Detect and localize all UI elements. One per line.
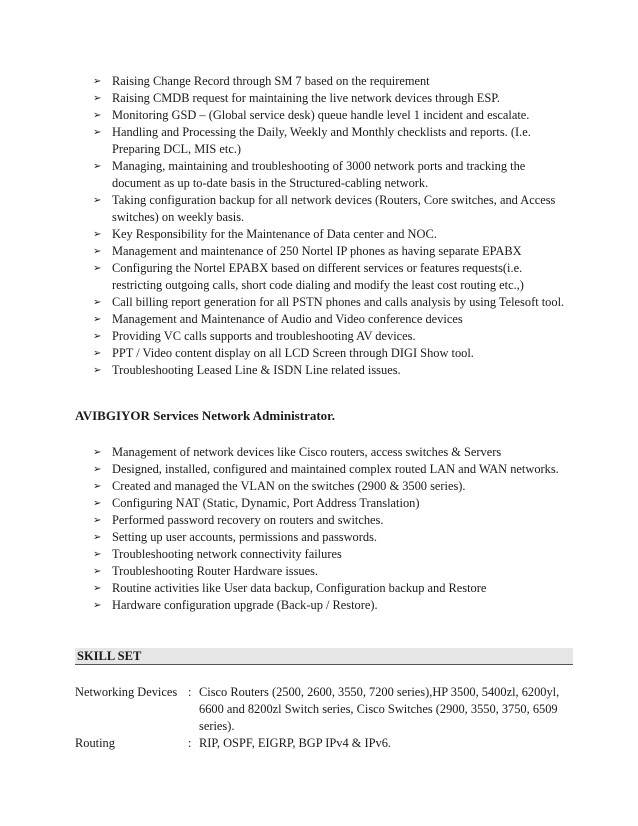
arrow-bullet-icon: ➢ (93, 297, 102, 308)
list-item: ➢ Troubleshooting Leased Line & ISDN Line related issues. (93, 363, 401, 377)
list-item: ➢ Performed password recovery on routers and switches. (93, 513, 384, 527)
list-item: ➢ Managing, maintaining and troubleshooting of 3000 network ports and tracking the document as up to-date basis in the Structured-cabling network. (93, 159, 526, 190)
list-item: ➢ Configuring the Nortel EPABX based on different services or features requests(i.e. restricting outgoing calls, short code dialing and modify the least cost routing etc.,) (93, 261, 524, 292)
arrow-bullet-icon: ➢ (93, 93, 102, 104)
list-item: ➢ Handling and Processing the Daily, Weekly and Monthly checklists and reports. (I.e. Preparing DCL, MIS etc.) (93, 125, 531, 156)
skill-colon: : (188, 736, 192, 750)
arrow-bullet-icon: ➢ (93, 76, 102, 87)
list-item: ➢ Taking configuration backup for all network devices (Routers, Core switches, and Access switches) on weekly basis. (93, 193, 556, 224)
arrow-bullet-icon: ➢ (93, 532, 102, 543)
arrow-bullet-icon: ➢ (93, 549, 102, 560)
list-item: ➢ Setting up user accounts, permissions and passwords. (93, 530, 377, 544)
arrow-bullet-icon: ➢ (93, 110, 102, 121)
arrow-bullet-icon: ➢ (93, 566, 102, 577)
arrow-bullet-icon: ➢ (93, 365, 102, 376)
arrow-bullet-icon: ➢ (93, 263, 102, 274)
list-item: ➢ Hardware configuration upgrade (Back-up / Restore). (93, 598, 378, 612)
arrow-bullet-icon: ➢ (93, 331, 102, 342)
list-item: ➢ Management and Maintenance of Audio and Video conference devices (93, 312, 463, 326)
list-item: ➢ PPT / Video content display on all LCD Screen through DIGI Show tool. (93, 346, 474, 360)
arrow-bullet-icon: ➢ (93, 348, 102, 359)
list-item: ➢ Monitoring GSD – (Global service desk) queue handle level 1 incident and escalate. (93, 108, 530, 122)
section-title-avibgiyor: AVIBGIYOR Services Network Administrator. (75, 408, 335, 423)
experience-1-list (93, 73, 573, 379)
skill-value: RIP, OSPF, EIGRP, BGP IPv4 & IPv6. (199, 736, 392, 750)
arrow-bullet-icon: ➢ (93, 498, 102, 509)
arrow-bullet-icon: ➢ (93, 195, 102, 206)
list-item: ➢ Created and managed the VLAN on the switches (2900 & 3500 series). (93, 479, 466, 493)
experience-2-list (93, 444, 573, 614)
skill-label: Routing (75, 736, 115, 750)
list-item: ➢ Configuring NAT (Static, Dynamic, Port Address Translation) (93, 496, 420, 510)
arrow-bullet-icon: ➢ (93, 515, 102, 526)
list-item: ➢ Management and maintenance of 250 Nortel IP phones as having separate EPABX (93, 244, 522, 258)
list-item: ➢ Providing VC calls supports and troubleshooting AV devices. (93, 329, 416, 343)
skill-colon: : (188, 685, 192, 699)
skill-set-header: SKILL SET (75, 648, 573, 665)
list-item: ➢ Management of network devices like Cisco routers, access switches & Servers (93, 445, 502, 459)
arrow-bullet-icon: ➢ (93, 229, 102, 240)
arrow-bullet-icon: ➢ (93, 314, 102, 325)
list-item: ➢ Raising CMDB request for maintaining the live network devices through ESP. (93, 91, 500, 105)
arrow-bullet-icon: ➢ (93, 481, 102, 492)
skill-value: Cisco Routers (2500, 2600, 3550, 7200 series),HP 3500, 5400zl, 6200yl, 6600 and 8200zl Switch series, Cisco Switches (2900, 3550, 3750, 6509 series). (199, 685, 560, 733)
arrow-bullet-icon: ➢ (93, 583, 102, 594)
arrow-bullet-icon: ➢ (93, 161, 102, 172)
list-item: ➢ Designed, installed, configured and maintained complex routed LAN and WAN networks. (93, 462, 559, 476)
list-item: ➢ Troubleshooting network connectivity failures (93, 547, 342, 561)
list-item: ➢ Routine activities like User data backup, Configuration backup and Restore (93, 581, 487, 595)
arrow-bullet-icon: ➢ (93, 127, 102, 138)
arrow-bullet-icon: ➢ (93, 600, 102, 611)
arrow-bullet-icon: ➢ (93, 447, 102, 458)
arrow-bullet-icon: ➢ (93, 246, 102, 257)
arrow-bullet-icon: ➢ (93, 464, 102, 475)
list-item: ➢ Troubleshooting Router Hardware issues. (93, 564, 319, 578)
list-item: ➢ Raising Change Record through SM 7 based on the requirement (93, 74, 430, 88)
skill-label: Networking Devices (75, 685, 178, 699)
list-item: ➢ Call billing report generation for all PSTN phones and calls analysis by using Telesoft tool. (93, 295, 565, 309)
list-item: ➢ Key Responsibility for the Maintenance of Data center and NOC. (93, 227, 437, 241)
